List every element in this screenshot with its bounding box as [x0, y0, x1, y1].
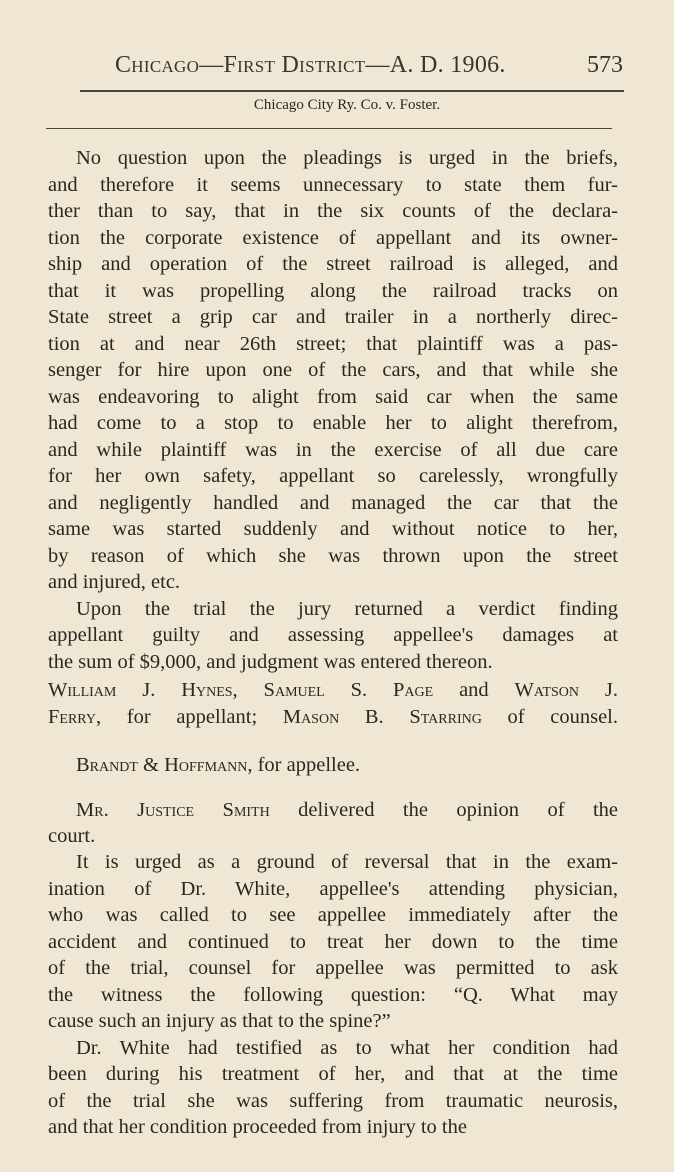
- running-header: [115, 52, 623, 79]
- text-line: State street a grip car and trailer in a northerly direc-: [48, 306, 618, 328]
- counsel-line-1: William J. Hynes, Samuel S. Page and Watson J.: [48, 679, 618, 701]
- text-line: ination of Dr. White, appellee's attending physician,: [48, 877, 618, 900]
- text-line: been during his treatment of her, and that at the time: [48, 1063, 618, 1085]
- opinion-heading-cont: court.: [48, 825, 96, 847]
- text-line: and therefore it seems unnecessary to state them fur-: [48, 173, 618, 196]
- text-line: was endeavoring to alight from said car when the same: [48, 385, 618, 408]
- text-line: and injured, etc.: [48, 571, 181, 593]
- text-line: and that her condition proceeded from injury to the: [48, 1116, 467, 1138]
- text-line: Dr. White had testified as to what her condition had: [76, 1036, 618, 1059]
- text-line: that it was propelling along the railroad tracks on: [48, 279, 618, 302]
- text-line: tion at and near 26th street; that plaintiff was a pas-: [48, 332, 618, 355]
- text-line: who was called to see appellee immediately after the: [48, 904, 618, 926]
- text-line: of the trial she was suffering from traumatic neurosis,: [48, 1089, 618, 1112]
- text-line: same was started suddenly and without notice to her,: [48, 518, 618, 540]
- text-line: and while plaintiff was in the exercise of all due care: [48, 438, 618, 461]
- subheader-rule: [46, 128, 612, 129]
- page-number: 573: [587, 52, 623, 78]
- text-line: ther than to say, that in the six counts of the declara-: [48, 200, 618, 222]
- text-line: cause such an injury as that to the spine?”: [48, 1010, 391, 1032]
- text-line: tion the corporate existence of appellant and its owner-: [48, 226, 618, 249]
- case-title: Chicago City Ry. Co. v. Foster.: [253, 97, 441, 113]
- header-rule: [80, 90, 624, 92]
- text-line: accident and continued to treat her down to the time: [48, 930, 618, 953]
- text-line: for her own safety, appellant so carelessly, wrongfully: [48, 465, 618, 487]
- text-line: It is urged as a ground of reversal that in the exam-: [76, 851, 618, 873]
- text-line: and negligently handled and managed the car that the: [48, 491, 618, 514]
- text-line: Upon the trial the jury returned a verdict finding: [76, 597, 618, 620]
- text-line: appellant guilty and assessing appellee's damages at: [48, 624, 618, 646]
- opinion-heading: Mr. Justice Smith delivered the opinion of the: [76, 799, 619, 821]
- text-line: by reason of which she was thrown upon the street: [48, 544, 618, 567]
- text-line: the sum of $9,000, and judgment was entered thereon.: [48, 650, 493, 673]
- header-title: Chicago—First District—A. D. 1906.: [115, 52, 506, 78]
- text-line: senger for hire upon one of the cars, and that while she: [48, 359, 618, 381]
- text-line: ship and operation of the street railroad is alleged, and: [48, 253, 618, 275]
- text-line: the witness the following question: “Q. What may: [48, 983, 618, 1006]
- counsel-line-2: Ferry, for appellant; Mason B. Starring of counsel.: [48, 706, 618, 728]
- text-line: of the trial, counsel for appellee was permitted to ask: [48, 957, 618, 979]
- text-line: No question upon the pleadings is urged in the briefs,: [76, 147, 618, 169]
- appellee-counsel: Brandt & Hoffmann, for appellee.: [76, 754, 361, 776]
- text-line: had come to a stop to enable her to alight therefrom,: [48, 412, 618, 434]
